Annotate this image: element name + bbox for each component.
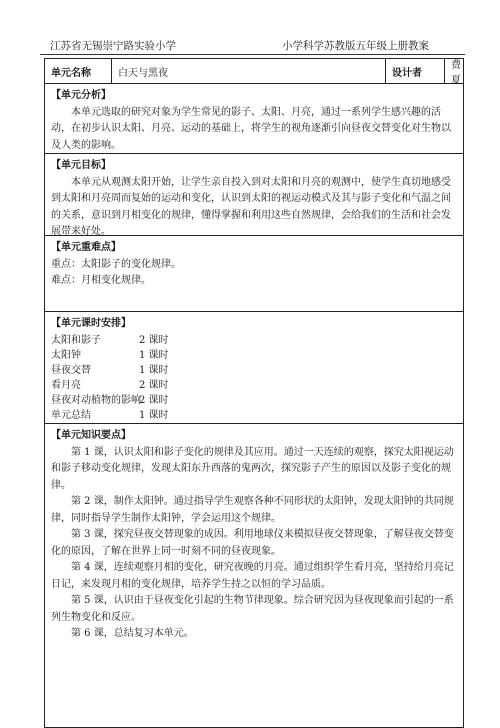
schedule-item-hours: 1 课时 bbox=[139, 349, 169, 361]
schedule-item bbox=[51, 348, 457, 363]
lesson-item: 第 6 课，总结复习本单元。 bbox=[71, 628, 194, 639]
schedule-item-hours: 2 课时 bbox=[139, 334, 169, 346]
schedule-section bbox=[45, 312, 463, 424]
document-type: 小学科学苏教版五年级上册教案 bbox=[282, 40, 429, 52]
key-points-section bbox=[45, 236, 463, 312]
designer-value: 费夏 bbox=[451, 60, 461, 86]
key-points-title: 【单元重难点】 bbox=[51, 242, 121, 253]
schedule-item-hours: 1 课时 bbox=[139, 364, 169, 376]
schedule-item-name: 单元总结 bbox=[51, 409, 91, 421]
lesson-item: 第 1 课，认识太阳和影子变化的规律及其应用。通过一天连续的观察，探究太阳视运动和影子移动变化规律，发现太阳东升西落的鬼两次，探究影子产生的原因以及影子变化的规律。 bbox=[51, 446, 454, 491]
unit-analysis-section bbox=[45, 84, 463, 154]
schedule-item-hours: 1 课时 bbox=[139, 409, 169, 421]
designer-label: 设计者 bbox=[386, 59, 445, 83]
school-name: 江苏省无锡崇宁路实验小学 bbox=[50, 40, 176, 52]
unit-goals-section bbox=[45, 154, 463, 236]
unit-analysis-text: 本单元选取的研究对象为学生常见的影子、太阳、月亮，通过一系列学生感兴趣的活动，在初步认识太阳、月亮、运动的基础上，将学生的视角逐渐引向昼夜交替变化对生物以及人类的影响。 bbox=[51, 106, 451, 151]
lesson-plan-table bbox=[44, 58, 464, 728]
schedule-item bbox=[51, 363, 457, 378]
unit-goals-text: 本单元从观测太阳开始，让学生亲自投入到对太阳和月亮的观测中，使学生真切地感受到太阳和月亮周而复始的运动和变化，认识到太阳的视运动模式及其与影子变化和气温之间的关系，意识到月相变化的规律，懂得掌握和利用这些自然规律，会给我们的生活和社会发展带来好处。 bbox=[51, 176, 451, 237]
lesson-item: 第 2 课，制作太阳钟。通过指导学生观察各种不同形状的太阳钟，发现太阳钟的共同规律，同时指导学生制作太阳钟，学会运用这个规律。 bbox=[51, 496, 454, 524]
unit-name-label: 单元名称 bbox=[45, 59, 112, 83]
schedule-item-hours: 2 课时 bbox=[139, 394, 169, 406]
schedule-item-name: 看月亮 bbox=[51, 379, 81, 391]
schedule-item-hours: 2 课时 bbox=[139, 379, 169, 391]
key-point-text: 重点：太阳影子的变化规律。 bbox=[51, 258, 181, 270]
unit-name-value: 白天与黑夜 bbox=[112, 59, 386, 83]
unit-info-row bbox=[45, 59, 463, 84]
schedule-item bbox=[51, 378, 457, 393]
difficult-point-text: 难点：月相变化规律。 bbox=[51, 275, 151, 286]
schedule-title: 【单元课时安排】 bbox=[51, 318, 131, 329]
knowledge-title: 【单元知识要点】 bbox=[51, 430, 131, 441]
lesson-item: 第 5 课，认识由于昼夜变化引起的生物节律现象。综合研究因为昼夜现象而引起的一系列生物变化和反应。 bbox=[51, 595, 454, 623]
knowledge-section bbox=[45, 424, 463, 727]
schedule-item bbox=[51, 393, 457, 408]
lesson-item: 第 4 课，连续观察月相的变化，研究夜晚的月亮。通过组织学生看月亮，坚持给月亮记日记，来发现月相的变化规律，培养学生持之以恒的学习品质。 bbox=[51, 562, 454, 590]
schedule-item-name: 太阳钟 bbox=[51, 349, 81, 361]
schedule-item-name: 太阳和影子 bbox=[51, 334, 101, 346]
unit-goals-title: 【单元目标】 bbox=[51, 160, 111, 171]
schedule-item bbox=[51, 408, 457, 423]
unit-analysis-title: 【单元分析】 bbox=[51, 90, 111, 101]
schedule-item bbox=[51, 333, 457, 348]
schedule-item-name: 昼夜交替 bbox=[51, 364, 91, 376]
page-header bbox=[40, 38, 465, 55]
schedule-item-name: 昼夜对动植物的影响 bbox=[51, 394, 141, 406]
lesson-item: 第 3 课，探究昼夜交替现象的成因。利用地球仪来模拟昼夜交替现象，了解昼夜交替变化的原因，了解在世界上同一时刻不同的昼夜现象。 bbox=[51, 529, 454, 557]
